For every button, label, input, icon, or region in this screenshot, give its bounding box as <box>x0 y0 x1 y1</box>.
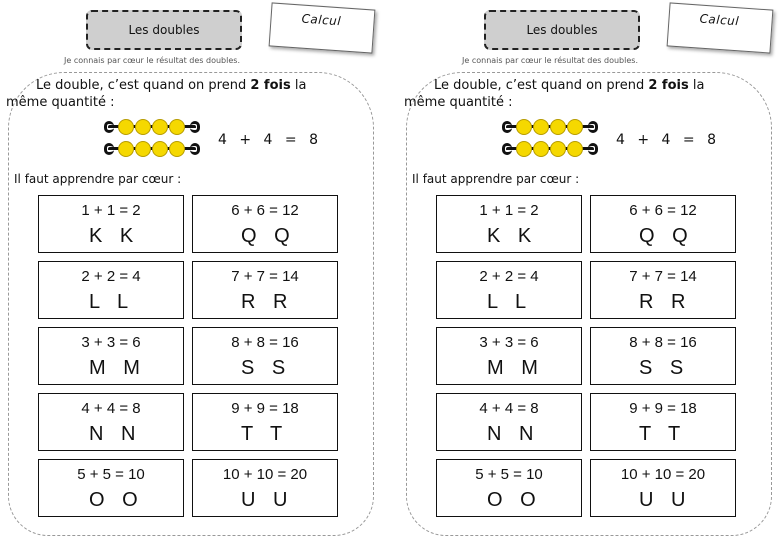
intro-before: Le double, c’est quand on prend <box>434 78 649 93</box>
double-cell <box>590 393 736 451</box>
rod-end-left <box>502 143 512 155</box>
double-letters: K K <box>89 225 140 247</box>
rod-end-left <box>502 121 512 133</box>
rod-end-left <box>104 143 114 155</box>
subtitle: Je connais par cœur le résultat des doubles. <box>462 56 638 65</box>
subject-tab <box>269 2 376 53</box>
double-letters: R R <box>241 291 294 313</box>
subtitle: Je connais par cœur le résultat des doubles. <box>64 56 240 65</box>
double-sum: 9 + 9 = 18 <box>231 400 299 417</box>
bead <box>135 119 151 135</box>
bead <box>516 141 532 157</box>
subject-label: Calcul <box>699 11 740 29</box>
bead <box>169 119 185 135</box>
intro-after: la même quantité : <box>6 78 307 110</box>
double-cell <box>192 195 338 253</box>
bead <box>118 119 134 135</box>
bead-rod-top <box>502 118 598 136</box>
worksheet-title: Les doubles <box>526 23 598 37</box>
double-sum: 6 + 6 = 12 <box>231 202 299 219</box>
bead <box>533 119 549 135</box>
double-cell <box>590 327 736 385</box>
double-sum: 10 + 10 = 20 <box>620 466 706 483</box>
intro-bold: 2 fois <box>648 78 689 93</box>
double-sum: 4 + 4 = 8 <box>81 400 141 417</box>
intro-after: la même quantité : <box>404 78 705 110</box>
worksheet-title: Les doubles <box>128 23 200 37</box>
double-letters: O O <box>89 489 144 511</box>
bead-rod-bottom <box>104 140 200 158</box>
double-sum: 1 + 1 = 2 <box>81 202 141 219</box>
double-letters: U U <box>639 489 692 511</box>
double-cell <box>590 261 736 319</box>
double-sum: 4 + 4 = 8 <box>479 400 539 417</box>
double-cell <box>38 261 184 319</box>
double-sum: 5 + 5 = 10 <box>77 466 145 483</box>
rod-end-right <box>588 121 598 133</box>
rod-end-right <box>190 121 200 133</box>
intro-before: Le double, c’est quand on prend <box>36 78 251 93</box>
intro-bold: 2 fois <box>250 78 291 93</box>
double-sum: 2 + 2 = 4 <box>81 268 141 285</box>
double-letters: O O <box>487 489 542 511</box>
title-box <box>484 10 640 50</box>
double-cell <box>436 195 582 253</box>
bead <box>169 141 185 157</box>
worksheet-right <box>398 0 780 540</box>
bead <box>118 141 134 157</box>
bead-rod-bottom <box>502 140 598 158</box>
bead-illustration <box>502 118 602 158</box>
bead <box>516 119 532 135</box>
double-cell <box>38 327 184 385</box>
double-cell <box>38 195 184 253</box>
double-cell <box>192 393 338 451</box>
bead-rod-top <box>104 118 200 136</box>
learn-label: Il faut apprendre par cœur : <box>412 172 580 186</box>
double-letters: N N <box>487 423 540 445</box>
double-letters: L L <box>487 291 533 313</box>
double-letters: K K <box>487 225 538 247</box>
double-sum: 2 + 2 = 4 <box>479 268 539 285</box>
bead <box>567 141 583 157</box>
double-letters: Q Q <box>639 225 694 247</box>
double-sum: 10 + 10 = 20 <box>222 466 308 483</box>
double-cell <box>590 459 736 517</box>
double-letters: U U <box>241 489 294 511</box>
bead <box>550 141 566 157</box>
rod-end-left <box>104 121 114 133</box>
bead <box>152 119 168 135</box>
double-letters: N N <box>89 423 142 445</box>
double-sum: 7 + 7 = 14 <box>629 268 697 285</box>
double-letters: Q Q <box>241 225 296 247</box>
double-sum: 9 + 9 = 18 <box>629 400 697 417</box>
double-cell <box>436 261 582 319</box>
double-letters: S S <box>639 357 690 379</box>
title-box <box>86 10 242 50</box>
double-letters: M M <box>89 357 146 379</box>
double-sum: 5 + 5 = 10 <box>475 466 543 483</box>
double-cell <box>192 459 338 517</box>
double-letters: L L <box>89 291 135 313</box>
double-sum: 3 + 3 = 6 <box>479 334 539 351</box>
double-cell <box>38 393 184 451</box>
intro-text <box>6 77 346 111</box>
double-letters: T T <box>639 423 687 445</box>
double-cell <box>436 393 582 451</box>
double-letters: R R <box>639 291 692 313</box>
double-cell <box>590 195 736 253</box>
double-cell <box>38 459 184 517</box>
double-cell <box>436 459 582 517</box>
subject-label: Calcul <box>301 11 342 29</box>
double-cell <box>436 327 582 385</box>
example-equation: 4 + 4 = 8 <box>218 132 322 148</box>
double-sum: 1 + 1 = 2 <box>479 202 539 219</box>
double-cell <box>192 327 338 385</box>
bead <box>135 141 151 157</box>
rod-end-right <box>588 143 598 155</box>
bead <box>550 119 566 135</box>
double-letters: S S <box>241 357 292 379</box>
bead-illustration <box>104 118 204 158</box>
subject-tab <box>667 2 774 53</box>
double-sum: 8 + 8 = 16 <box>231 334 299 351</box>
example-equation: 4 + 4 = 8 <box>616 132 720 148</box>
double-letters: M M <box>487 357 544 379</box>
double-sum: 3 + 3 = 6 <box>81 334 141 351</box>
double-sum: 7 + 7 = 14 <box>231 268 299 285</box>
double-sum: 6 + 6 = 12 <box>629 202 697 219</box>
double-letters: T T <box>241 423 289 445</box>
double-sum: 8 + 8 = 16 <box>629 334 697 351</box>
intro-text <box>404 77 744 111</box>
bead <box>533 141 549 157</box>
double-cell <box>192 261 338 319</box>
bead <box>152 141 168 157</box>
rod-end-right <box>190 143 200 155</box>
learn-label: Il faut apprendre par cœur : <box>14 172 182 186</box>
bead <box>567 119 583 135</box>
